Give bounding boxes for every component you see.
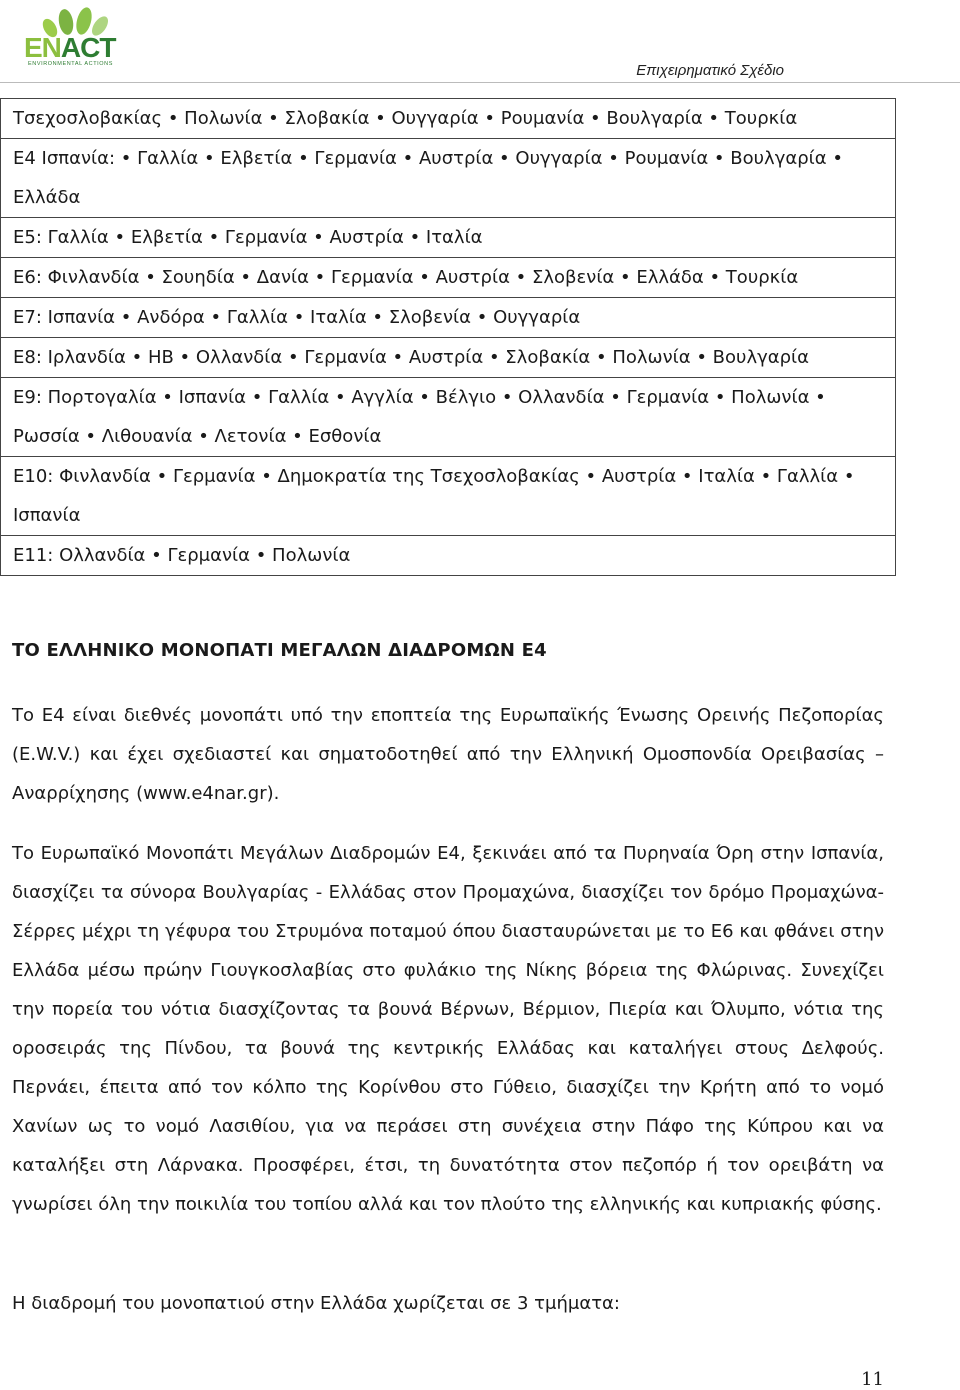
header-divider	[0, 82, 960, 83]
route-cell: Ε8: Ιρλανδία • ΗΒ • Ολλανδία • Γερμανία • Αυστρία • Σλοβακία • Πολωνία • Βουλγαρία	[1, 338, 896, 378]
paragraph-route-description: Το Ευρωπαϊκό Μονοπάτι Μεγάλων Διαδρομών Ε4, ξεκινάει από τα Πυρηναία Όρη στην Ισπανία, διασχίζει τα σύνορα Βουλγαρίας - Ελλάδας στον Προμαχώνα, διασχίζει τον δρόμο Προμαχώνα-Σέρρες μέχρι τη γέφυρα του Στρυμόνα ποταμού όπου διασταυρώνεται με το Ε6 και φθάνει στην Ελλάδα μέσω πρώην Γιουγκοσλαβίας στο φυλάκιο της Νίκης βόρεια της Φλώρινας. Συνεχίζει την πορεία του νότια διασχίζοντας τα βουνά Βέρνων, Βέρμιον, Πιερία και Όλυμπο, νότια της οροσειράς της Πίνδου, τα βουνά της κεντρικής Ελλάδας και καταλήγει στους Δελφούς. Περνάει, έπειτα από τον κόλπο της Κορίνθου στο Γύθειο, διασχίζει την Κρήτη από το νομό Χανίων ως το νομό Λασιθίου, για να περάσει στη συνέχεια στην Πάφο της Κύπρου και να καταλήξει στη Λάρνακα. Προσφέρει, έτσι, τη δυνατότητα στον πεζοπόρ ή τον ορειβάτη να γνωρίσει όλη την ποικιλία του τοπίου αλλά και τον πλούτο της ελληνικής και κυπριακής φύσης.	[12, 843, 884, 1215]
table-row	[1, 298, 896, 338]
table-row	[1, 99, 896, 139]
section-heading: ΤΟ ΕΛΛΗΝΙΚΟ ΜΟΝΟΠΑΤΙ ΜΕΓΑΛΩΝ ΔΙΑΔΡΟΜΩΝ Ε4	[12, 640, 547, 661]
table-row	[1, 378, 896, 457]
route-cell: Ε9: Πορτογαλία • Ισπανία • Γαλλία • Αγγλία • Βέλγιο • Ολλανδία • Γερμανία • Πολωνία • Ρωσσία • Λιθουανία • Λετονία • Εσθονία	[1, 378, 896, 457]
table-row	[1, 457, 896, 536]
table-row	[1, 338, 896, 378]
logo-subtitle: ENVIRONMENTAL ACTIONS	[28, 61, 114, 67]
enact-logo	[14, 4, 114, 68]
logo-text: ENACT	[24, 32, 116, 63]
table-row	[1, 536, 896, 576]
route-cell: Τσεχοσλοβακίας • Πολωνία • Σλοβακία • Ουγγαρία • Ρουμανία • Βουλγαρία • Τουρκία	[13, 108, 798, 129]
paragraph-intro: Το Ε4 είναι διεθνές μονοπάτι υπό την εποπτεία της Ευρωπαϊκής Ένωσης Ορεινής Πεζοπορίας (E.W.V.) και έχει σχεδιαστεί και σηματοδοτηθεί από την Ελληνική Ομοσπονδία Ορειβασίας – Αναρρίχησης (www.e4nar.gr).	[12, 705, 884, 804]
paragraph-sections: Η διαδρομή του μονοπατιού στην Ελλάδα χωρίζεται σε 3 τμήματα:	[12, 1293, 620, 1314]
table-row	[1, 218, 896, 258]
route-cell: Ε7: Ισπανία • Ανδόρα • Γαλλία • Ιταλία • Σλοβενία • Ουγγαρία	[1, 298, 896, 338]
route-cell: Ε10: Φινλανδία • Γερμανία • Δημοκρατία της Τσεχοσλοβακίας • Αυστρία • Ιταλία • Γαλλία • Ισπανία	[1, 457, 896, 536]
route-cell: Ε5: Γαλλία • Ελβετία • Γερμανία • Αυστρία • Ιταλία	[1, 218, 896, 258]
document-title: Επιχειρηματικό Σχέδιο	[636, 62, 784, 79]
e-routes-table	[0, 98, 896, 576]
route-cell: Ε4 Ισπανία: • Γαλλία • Ελβετία • Γερμανία • Αυστρία • Ουγγαρία • Ρουμανία • Βουλγαρία • Ελλάδα	[1, 139, 896, 218]
page-number: 11	[861, 1369, 884, 1390]
table-row	[1, 258, 896, 298]
route-cell: Ε11: Ολλανδία • Γερμανία • Πολωνία	[1, 536, 896, 576]
table-row	[1, 139, 896, 218]
route-cell: Ε6: Φινλανδία • Σουηδία • Δανία • Γερμανία • Αυστρία • Σλοβενία • Ελλάδα • Τουρκία	[1, 258, 896, 298]
